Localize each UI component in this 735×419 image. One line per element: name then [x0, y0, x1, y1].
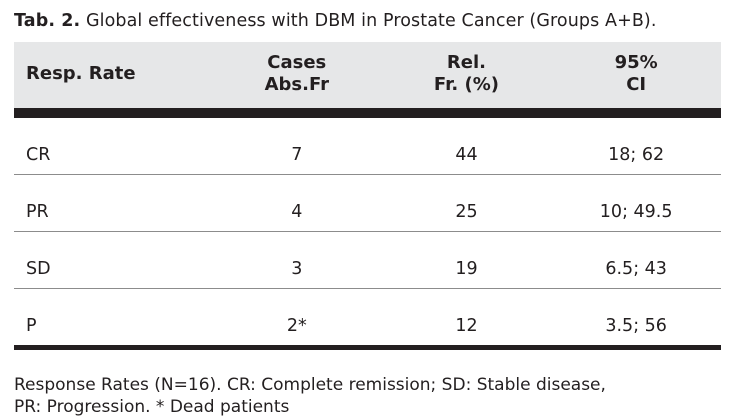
rule: [14, 347, 721, 368]
cell-rel-fr: 25: [455, 201, 478, 222]
column-header-rel-fr: [382, 42, 552, 110]
column-header-ci-line1: 95%: [614, 51, 658, 73]
footnote-line2: PR: Progression. * Dead patients: [14, 397, 290, 418]
cell-ci: 3.5; 56: [605, 315, 667, 336]
caption-label: Tab. 2.: [14, 11, 81, 31]
column-header-resp-rate: [14, 42, 212, 110]
table-rule-bottom: [14, 347, 721, 368]
rule: [14, 115, 721, 136]
footnote-line1: Response Rates (N=16). CR: Complete remission; SD: Stable disease,: [14, 374, 606, 395]
column-header-rel-fr-line1: Rel.: [446, 51, 486, 73]
cell-rel-fr: 19: [455, 258, 478, 279]
cell-cases: 2*: [286, 315, 307, 336]
table-row: [14, 136, 721, 175]
table-rule-thin: [14, 288, 721, 307]
table-row: [14, 193, 721, 232]
cell-cases: 7: [291, 144, 303, 165]
cell-ci: 6.5; 43: [605, 258, 667, 279]
column-header-cases-line1: Cases: [267, 51, 327, 73]
table-footnote: [14, 368, 721, 419]
column-header-ci-line2: CI: [626, 73, 647, 95]
table-row: [14, 307, 721, 348]
data-table: [14, 42, 721, 368]
table-rule-thin: [14, 231, 721, 250]
cell-resp-rate: P: [26, 315, 37, 336]
rule: [14, 231, 721, 250]
table-caption: [14, 10, 721, 34]
cell-ci: 10; 49.5: [599, 201, 673, 222]
cell-resp-rate: SD: [26, 258, 51, 279]
column-header-ci: [551, 42, 721, 110]
column-header-cases-line2: Abs.Fr: [264, 73, 329, 95]
cell-resp-rate: CR: [26, 144, 51, 165]
table-body: [14, 115, 721, 368]
table-rule-under-header: [14, 115, 721, 136]
caption-text: Global effectiveness with DBM in Prostate Cancer (Groups A+B).: [80, 11, 657, 31]
table-rule-thin: [14, 174, 721, 193]
cell-cases: 4: [291, 201, 303, 222]
column-header-resp-rate-line1: Resp. Rate: [26, 62, 136, 84]
cell-rel-fr: 12: [455, 315, 478, 336]
rule: [14, 288, 721, 307]
cell-resp-rate: PR: [26, 201, 49, 222]
table-row: [14, 250, 721, 289]
cell-cases: 3: [291, 258, 303, 279]
cell-rel-fr: 44: [455, 144, 478, 165]
rule: [14, 174, 721, 193]
column-header-cases: [212, 42, 382, 110]
column-header-rel-fr-line2: Fr. (%): [433, 73, 499, 95]
cell-ci: 18; 62: [608, 144, 665, 165]
table-header-row: [14, 42, 721, 110]
